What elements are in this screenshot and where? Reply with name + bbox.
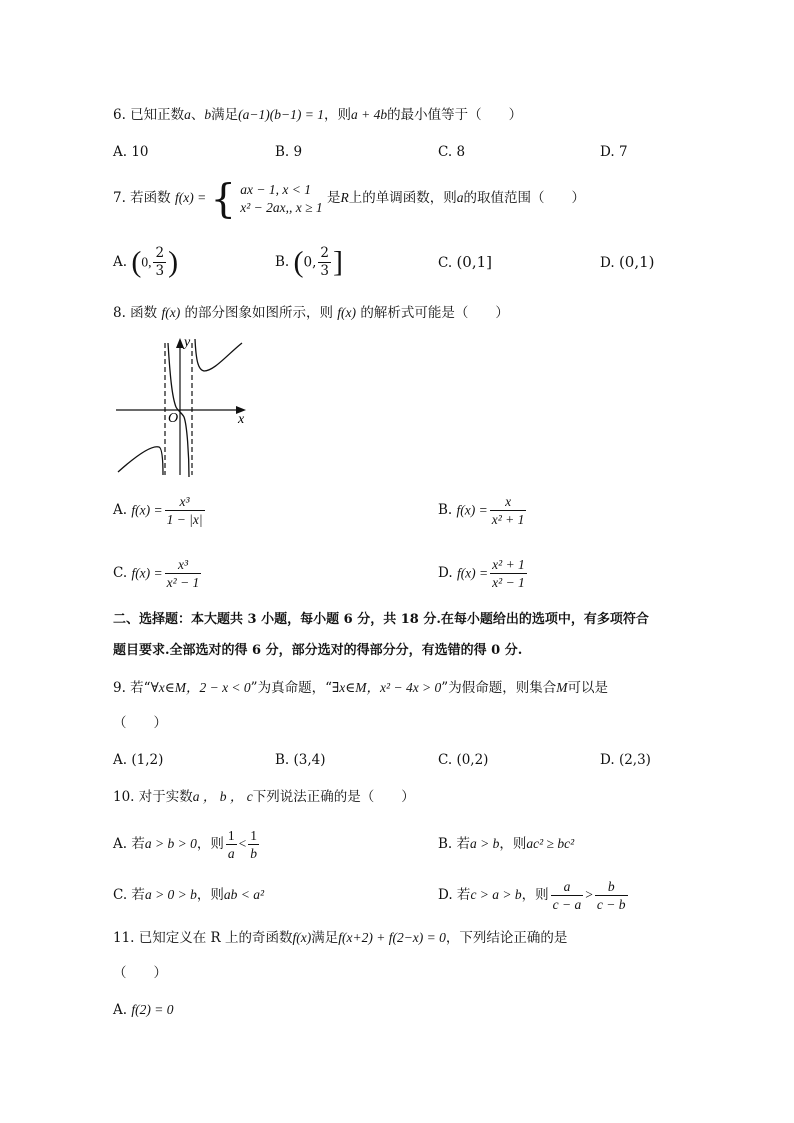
q11-option-a-label: A. [113, 1002, 132, 1018]
q7-option-b-open: ( [293, 245, 304, 279]
q10-option-a[interactable] [113, 822, 261, 866]
q8-option-b-fraction [490, 493, 527, 528]
q9-option-a[interactable] [113, 750, 163, 770]
q8-option-c-num: x³ [165, 556, 202, 574]
q8-option-b[interactable] [438, 488, 528, 533]
q10-option-d-then: ，则 [521, 887, 549, 903]
q6-option-c[interactable] [438, 142, 465, 162]
q6-expr: a + 4b [350, 107, 388, 122]
curve-right-branch [195, 339, 242, 371]
q7-func: f(x) = [174, 190, 207, 205]
q7-piece1: ax − 1, x < 1 [240, 182, 311, 197]
q6-option-c-value: 8 [456, 144, 466, 160]
q10-option-c-res: ab < a² [223, 887, 265, 902]
q7-option-a-left: 0, [141, 254, 152, 270]
q11-text-mid: 满足 [311, 930, 339, 946]
q9-cond1: ∀x∈M，2 − x < 0 [150, 680, 251, 695]
q7-option-b-fraction [318, 245, 331, 280]
q6-sep: 、 [190, 107, 205, 123]
q10-option-c-label: C. 若 [113, 887, 145, 903]
q7-text-post: 上的单调函数，则 [348, 190, 457, 206]
q10-option-d-frac2 [595, 878, 628, 913]
q7-piece2: x² − 2ax,, x ≥ 1 [240, 200, 323, 215]
section2-heading-line2: 题目要求.全部选对的得 6 分，部分选对的得部分分，有选错的得 0 分. [113, 643, 523, 658]
q9-set-m: M [556, 680, 568, 695]
q7-option-b-den: 3 [320, 263, 329, 279]
q8-option-a-lhs: f(x) = [131, 502, 163, 518]
q10-option-a-num2: 1 [250, 828, 257, 843]
q8-option-d-num: x² + 1 [492, 557, 525, 572]
q8-func: f(x) [161, 305, 181, 320]
q10-option-a-frac1 [226, 827, 237, 862]
q10-option-d-label: D. 若 [438, 887, 471, 903]
q8-option-c-lhs: f(x) = [131, 565, 163, 581]
q8-option-b-num: x [490, 493, 527, 511]
q6-condition: (a−1)(b−1) = 1 [238, 107, 324, 122]
q7-set-r: R [340, 190, 349, 205]
q8-option-c-fraction [165, 556, 202, 591]
curve-left-branch [118, 447, 163, 475]
q6-option-a-value: 10 [131, 144, 149, 160]
q8-option-b-den: x² + 1 [491, 512, 525, 527]
q7-option-a-den: 3 [155, 263, 165, 279]
q10-option-c-then: ，则 [196, 887, 224, 903]
q7-option-b[interactable] [275, 240, 343, 285]
q8-option-d-fraction [490, 556, 527, 591]
q7-option-d-label: D. [600, 255, 619, 271]
q6-var-a: a [184, 107, 191, 122]
q7-option-c-value: (0,1] [456, 253, 492, 271]
q8-option-b-label: B. [438, 502, 453, 518]
q6-option-a[interactable] [113, 142, 149, 162]
q7-option-c[interactable] [438, 252, 492, 273]
q10-text-post: 下列说法正确的是（ ） [252, 789, 415, 805]
q6-option-c-label: C. [438, 144, 457, 160]
q7-text: 7. 若函数 [113, 190, 171, 206]
q10-option-d-num1: a [551, 878, 584, 896]
q8-option-d-den: x² − 1 [492, 575, 525, 590]
q7-var-a: a [456, 190, 464, 205]
q9-text-post: 可以是 [567, 680, 608, 696]
q10-option-a-den1: a [227, 846, 235, 861]
q9-option-a-label: A. [113, 752, 132, 768]
q7-piecewise [210, 177, 322, 221]
q6-text: 6. 已知正数 [113, 107, 185, 123]
q10-option-a-label: A. 若 [113, 836, 145, 852]
q11-text: 11. 已知定义在 R 上的奇函数 [113, 930, 293, 946]
q11-func: f(x) [292, 930, 312, 945]
q10-option-b-cond: a > b [470, 836, 500, 851]
q7-option-a-label: A. [113, 254, 132, 270]
q8-option-c-label: C. [113, 565, 128, 581]
q10-option-d-gt: > [585, 887, 593, 902]
q7-option-c-label: C. [438, 255, 457, 271]
q6-option-d[interactable] [600, 142, 628, 162]
q10-option-d-num2: b [595, 878, 628, 896]
q6-option-b[interactable] [275, 142, 302, 162]
q9-text-mid: ”为真命题，“ [250, 680, 332, 696]
q9-option-c[interactable] [438, 750, 488, 770]
q7-option-b-close: ] [333, 245, 343, 279]
q10-option-a-cond: a > b > 0 [144, 836, 197, 851]
q6-option-a-label: A. [113, 144, 132, 160]
q8-option-d[interactable] [438, 551, 529, 596]
q7-option-b-num: 2 [320, 245, 329, 261]
q10-option-d-den2: c − b [596, 897, 626, 912]
q7-option-a-num: 2 [155, 245, 165, 261]
section2-heading-line1: 二、选择题：本大题共 3 小题，每小题 6 分，共 18 分.在每小题给出的选项中，有多项符合 [113, 612, 649, 627]
q8-option-a-den: 1 − |x| [166, 512, 203, 527]
q10-option-d-cond: c > a > b [470, 887, 522, 902]
q7-option-a[interactable] [113, 240, 178, 285]
q10-option-d[interactable] [438, 873, 630, 917]
q10-option-a-lt: < [238, 836, 247, 851]
q11-text-post: ，下列结论正确的是 [445, 930, 568, 946]
q9-option-b-label: B. [275, 752, 294, 768]
q6-text-mid: 满足 [211, 107, 239, 123]
q8-option-a[interactable] [113, 488, 207, 533]
q6-option-b-label: B. [275, 144, 294, 160]
q9-option-d-value: (2,3) [618, 752, 651, 768]
q6-stem [113, 105, 522, 125]
q9-option-c-value: (0,2) [456, 752, 489, 768]
q6-option-b-value: 9 [293, 144, 303, 160]
q6-text-post: 的最小值等于（ ） [387, 107, 523, 123]
q7-option-a-open: ( [131, 245, 142, 279]
y-axis-arrow-icon [176, 338, 184, 348]
q8-func2: f(x) [337, 305, 357, 320]
q10-option-b-then: ，则 [499, 836, 527, 852]
q9-stem [113, 678, 608, 698]
q10-option-a-then: ，则 [196, 836, 224, 852]
q8-stem [113, 303, 509, 323]
q6-option-d-value: 7 [618, 144, 628, 160]
q8-option-c-den: x² − 1 [166, 575, 200, 590]
q8-option-b-lhs: f(x) = [456, 502, 488, 518]
q10-option-b[interactable] [438, 834, 574, 854]
q9-option-a-value: (1,2) [131, 752, 164, 768]
q7-option-b-label: B. [275, 254, 294, 270]
q9-cond2: ∃x∈M，x² − 4x > 0 [331, 680, 442, 695]
q11-option-a[interactable] [113, 1000, 173, 1020]
q7-text-mid: 是 [326, 190, 341, 206]
x-axis-label: x [238, 412, 245, 427]
q7-stem [113, 176, 585, 221]
q8-option-d-label: D. [438, 565, 453, 581]
q7-option-a-close: ) [168, 245, 179, 279]
q8-option-a-num: x³ [165, 493, 205, 511]
q8-text-mid: 的部分图象如图所示，则 [184, 305, 333, 321]
q10-option-d-den1: c − a [552, 897, 582, 912]
q10-option-a-num1: 1 [227, 828, 235, 843]
q6-option-d-label: D. [600, 144, 619, 160]
q8-option-a-fraction [165, 493, 205, 528]
q11-option-a-value: f(2) = 0 [131, 1002, 174, 1017]
q7-option-a-fraction [153, 245, 166, 280]
q8-option-c[interactable] [113, 551, 203, 596]
q8-option-d-lhs: f(x) = [456, 565, 489, 581]
q9-option-b[interactable] [275, 750, 326, 770]
left-brace-icon: { [210, 176, 236, 222]
origin-label: O [168, 411, 179, 426]
q10-stem [113, 787, 415, 807]
q6-text-mid2: ，则 [323, 107, 351, 123]
q10-option-a-den2: b [250, 846, 257, 861]
q10-text: 10. 对于实数 [113, 789, 193, 805]
q8-option-a-label: A. [113, 502, 128, 518]
q7-text-end: 的取值范围（ ） [463, 190, 585, 206]
q8-text-post: 的解析式可能是（ ） [360, 305, 509, 321]
q9-option-b-value: (3,4) [293, 752, 326, 768]
q10-option-a-frac2 [248, 827, 259, 862]
q7-option-b-left: 0, [303, 254, 317, 271]
q10-option-b-label: B. 若 [438, 836, 471, 852]
q7-pieces [240, 181, 322, 217]
q10-option-c-cond: a > 0 > b [144, 887, 197, 902]
q10-option-b-res: ac² ≥ bc² [526, 836, 575, 851]
q7-option-d-value: (0,1) [618, 253, 655, 271]
q10-option-d-frac1 [551, 878, 584, 913]
q11-cond: f(x+2) + f(2−x) = 0 [338, 930, 446, 945]
q8-function-graph [112, 335, 252, 480]
q9-text: 9. 若“ [113, 680, 151, 696]
q10-vars: a ， b ， c [192, 789, 253, 804]
q6-var-b: b [204, 107, 212, 122]
q7-option-d[interactable] [600, 252, 655, 273]
q9-option-d[interactable] [600, 750, 651, 770]
q10-option-c[interactable] [113, 885, 264, 905]
q9-text-mid2: ”为假命题，则集合 [441, 680, 557, 696]
q8-text: 8. 函数 [113, 305, 158, 321]
y-axis-label: y [184, 335, 191, 350]
q9-option-d-label: D. [600, 752, 619, 768]
q9-answer-blank: （ ） [113, 715, 167, 731]
q11-answer-blank: （ ） [113, 965, 167, 981]
q11-stem [113, 928, 567, 948]
q9-option-c-label: C. [438, 752, 457, 768]
